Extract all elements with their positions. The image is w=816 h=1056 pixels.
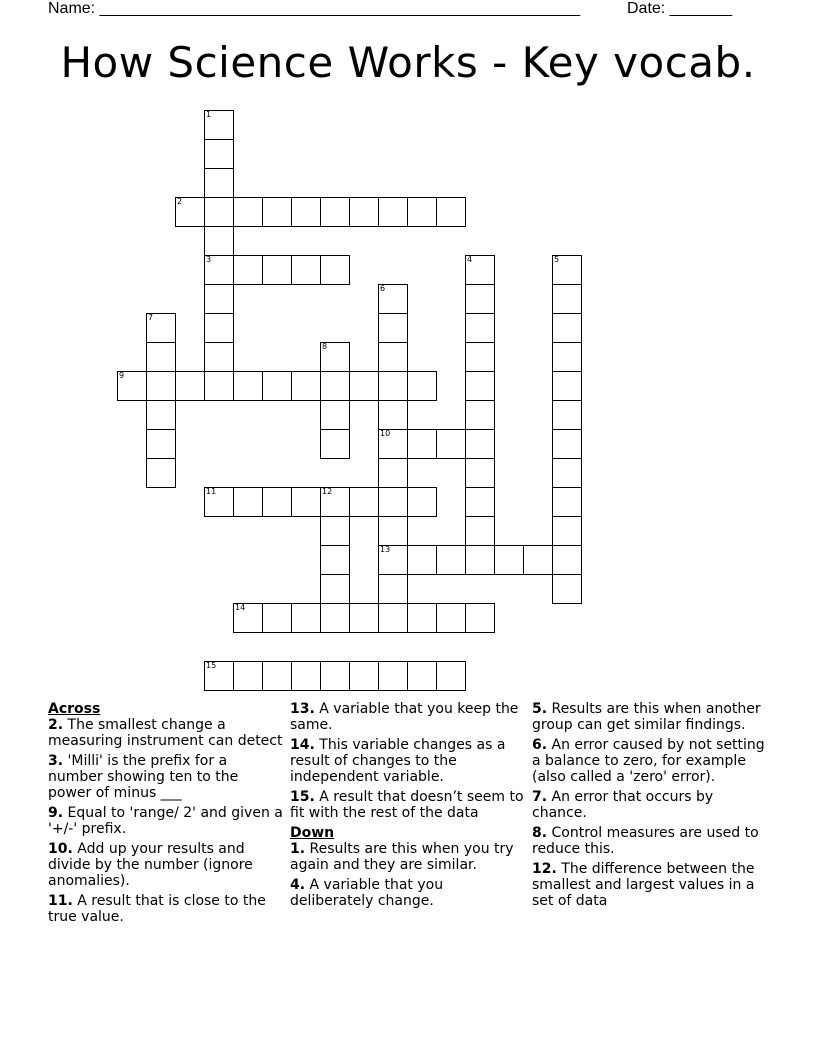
grid-cell[interactable] [262, 255, 292, 285]
clue-text: A variable that you keep the same. [290, 701, 519, 733]
grid-cell[interactable] [552, 400, 582, 430]
grid-cell[interactable] [407, 545, 437, 575]
grid-cell[interactable] [204, 661, 234, 691]
clue-number: 4. [290, 877, 306, 893]
grid-cell[interactable] [465, 284, 495, 314]
grid-cell[interactable] [349, 487, 379, 517]
cell-clue-number: 1 [206, 110, 212, 119]
grid-cell[interactable] [378, 661, 408, 691]
grid-cell[interactable] [320, 603, 350, 633]
clue-column-3 [532, 701, 768, 913]
grid-cell[interactable] [204, 110, 234, 140]
grid-cell[interactable] [465, 458, 495, 488]
grid-cell[interactable] [552, 516, 582, 546]
cell-clue-number: 6 [380, 284, 386, 293]
grid-cell[interactable] [494, 545, 524, 575]
clue-text: A result that doesn’t seem to fit with the rest of the data [290, 789, 524, 821]
grid-cell[interactable] [233, 487, 263, 517]
clue-text: A variable that you deliberately change. [290, 877, 444, 909]
clue-text: Equal to 'range/ 2' and given a '+/-' prefix. [48, 805, 283, 837]
clue-text: The smallest change a measuring instrument can detect [48, 717, 283, 749]
grid-cell[interactable] [204, 342, 234, 372]
grid-cell[interactable] [407, 603, 437, 633]
clue-number: 1. [290, 841, 306, 857]
grid-cell[interactable] [204, 487, 234, 517]
grid-cell[interactable] [436, 197, 466, 227]
grid-cell[interactable] [146, 400, 176, 430]
grid-cell[interactable] [378, 400, 408, 430]
page-title: How Science Works - Key vocab. [60, 38, 756, 87]
grid-cell[interactable] [407, 661, 437, 691]
clue-down-12 [532, 861, 768, 909]
grid-cell[interactable] [465, 487, 495, 517]
grid-cell[interactable] [320, 400, 350, 430]
clue-number: 9. [48, 805, 64, 821]
grid-cell[interactable] [291, 371, 321, 401]
grid-cell[interactable] [465, 255, 495, 285]
cell-clue-number: 8 [322, 342, 328, 351]
cell-clue-number: 13 [380, 545, 391, 554]
name-field[interactable]: Name: ______________________________________________________ [48, 0, 581, 17]
grid-cell[interactable] [378, 458, 408, 488]
grid-cell[interactable] [320, 342, 350, 372]
grid-cell[interactable] [320, 487, 350, 517]
grid-cell[interactable] [204, 139, 234, 169]
clue-number: 11. [48, 893, 73, 909]
clue-number: 13. [290, 701, 315, 717]
cell-clue-number: 10 [380, 429, 391, 438]
clue-down-7 [532, 789, 768, 821]
clue-text: Add up your results and divide by the number (ignore anomalies). [48, 841, 253, 889]
grid-cell[interactable] [378, 516, 408, 546]
clue-down-1 [290, 841, 526, 873]
clue-text: Results are this when another group can get similar findings. [532, 701, 761, 733]
grid-cell[interactable] [320, 661, 350, 691]
clue-column-1 [48, 701, 284, 929]
grid-cell[interactable] [146, 371, 176, 401]
grid-cell[interactable] [204, 313, 234, 343]
grid-cell[interactable] [204, 255, 234, 285]
grid-cell[interactable] [262, 487, 292, 517]
grid-cell[interactable] [378, 487, 408, 517]
clue-text: The difference between the smallest and largest values in a set of data [532, 861, 755, 909]
grid-cell[interactable] [465, 516, 495, 546]
down-heading: Down [290, 825, 335, 841]
grid-cell[interactable] [407, 371, 437, 401]
grid-cell[interactable] [436, 661, 466, 691]
grid-cell[interactable] [320, 371, 350, 401]
grid-cell[interactable] [378, 371, 408, 401]
grid-cell[interactable] [204, 371, 234, 401]
clue-text: An error that occurs by chance. [532, 789, 714, 821]
cell-clue-number: 12 [322, 487, 333, 496]
grid-cell[interactable] [233, 371, 263, 401]
clue-number: 7. [532, 789, 548, 805]
grid-cell[interactable] [233, 661, 263, 691]
clue-number: 5. [532, 701, 548, 717]
grid-cell[interactable] [349, 197, 379, 227]
grid-cell[interactable] [465, 371, 495, 401]
grid-cell[interactable] [204, 197, 234, 227]
grid-cell[interactable] [552, 255, 582, 285]
grid-cell[interactable] [146, 429, 176, 459]
grid-cell[interactable] [262, 603, 292, 633]
cell-clue-number: 4 [467, 255, 473, 264]
grid-cell[interactable] [233, 197, 263, 227]
grid-cell[interactable] [291, 661, 321, 691]
grid-cell[interactable] [349, 661, 379, 691]
grid-cell[interactable] [262, 371, 292, 401]
grid-cell[interactable] [320, 545, 350, 575]
grid-cell[interactable] [204, 226, 234, 256]
grid-cell[interactable] [378, 574, 408, 604]
grid-cell[interactable] [320, 255, 350, 285]
clue-down-6 [532, 737, 768, 785]
clue-across-3 [48, 753, 284, 801]
grid-cell[interactable] [465, 400, 495, 430]
grid-cell[interactable] [320, 197, 350, 227]
grid-cell[interactable] [465, 545, 495, 575]
clue-text: 'Milli' is the prefix for a number showing ten to the power of minus ___ [48, 753, 239, 801]
clue-across-14 [290, 737, 526, 785]
grid-cell[interactable] [378, 342, 408, 372]
clue-down-8 [532, 825, 768, 857]
grid-cell[interactable] [291, 487, 321, 517]
clue-number: 15. [290, 789, 315, 805]
clue-number: 6. [532, 737, 548, 753]
grid-cell[interactable] [436, 429, 466, 459]
grid-cell[interactable] [378, 284, 408, 314]
grid-cell[interactable] [552, 487, 582, 517]
grid-cell[interactable] [465, 342, 495, 372]
grid-cell[interactable] [465, 313, 495, 343]
grid-cell[interactable] [407, 429, 437, 459]
grid-cell[interactable] [378, 197, 408, 227]
grid-cell[interactable] [465, 429, 495, 459]
cell-clue-number: 15 [206, 661, 217, 670]
clue-number: 3. [48, 753, 64, 769]
clue-down-4 [290, 877, 526, 909]
clue-across-13 [290, 701, 526, 733]
grid-cell[interactable] [378, 603, 408, 633]
clue-across-11 [48, 893, 284, 925]
clue-number: 2. [48, 717, 64, 733]
clue-number: 14. [290, 737, 315, 753]
clue-number: 10. [48, 841, 73, 857]
grid-cell[interactable] [552, 342, 582, 372]
cell-clue-number: 2 [177, 197, 183, 206]
cell-clue-number: 9 [119, 371, 125, 380]
clue-across-2 [48, 717, 284, 749]
grid-cell[interactable] [407, 487, 437, 517]
grid-cell[interactable] [117, 371, 147, 401]
grid-cell[interactable] [320, 429, 350, 459]
grid-cell[interactable] [407, 197, 437, 227]
grid-cell[interactable] [262, 661, 292, 691]
clue-text: A result that is close to the true value. [48, 893, 266, 925]
grid-cell[interactable] [552, 458, 582, 488]
clue-text: This variable changes as a result of changes to the independent variable. [290, 737, 506, 785]
grid-cell[interactable] [378, 429, 408, 459]
grid-cell[interactable] [175, 197, 205, 227]
grid-cell[interactable] [146, 313, 176, 343]
grid-cell[interactable] [204, 284, 234, 314]
date-field[interactable]: Date: _______ [627, 0, 732, 17]
cell-clue-number: 14 [235, 603, 246, 612]
grid-cell[interactable] [552, 574, 582, 604]
clue-across-9 [48, 805, 284, 837]
cell-clue-number: 7 [148, 313, 154, 322]
grid-cell[interactable] [436, 545, 466, 575]
grid-cell[interactable] [552, 371, 582, 401]
grid-cell[interactable] [291, 603, 321, 633]
clue-column-2 [290, 701, 526, 913]
cell-clue-number: 5 [554, 255, 560, 264]
grid-cell[interactable] [378, 313, 408, 343]
grid-cell[interactable] [552, 313, 582, 343]
across-heading: Across [48, 701, 101, 717]
grid-cell[interactable] [378, 545, 408, 575]
grid-cell[interactable] [552, 284, 582, 314]
grid-cell[interactable] [233, 255, 263, 285]
grid-cell[interactable] [552, 429, 582, 459]
clue-text: Control measures are used to reduce this. [532, 825, 759, 857]
grid-cell[interactable] [291, 197, 321, 227]
grid-cell[interactable] [552, 545, 582, 575]
grid-cell[interactable] [349, 603, 379, 633]
clue-text: Results are this when you try again and they are similar. [290, 841, 514, 873]
grid-cell[interactable] [465, 603, 495, 633]
grid-cell[interactable] [175, 371, 205, 401]
grid-cell[interactable] [349, 371, 379, 401]
grid-cell[interactable] [291, 255, 321, 285]
grid-cell[interactable] [436, 603, 466, 633]
cell-clue-number: 3 [206, 255, 212, 264]
grid-cell[interactable] [320, 574, 350, 604]
grid-cell[interactable] [204, 168, 234, 198]
grid-cell[interactable] [146, 458, 176, 488]
clue-text: An error caused by not setting a balance to zero, for example (also called a 'zero' error). [532, 737, 765, 785]
clue-across-10 [48, 841, 284, 889]
cell-clue-number: 11 [206, 487, 217, 496]
grid-cell[interactable] [146, 342, 176, 372]
grid-cell[interactable] [262, 197, 292, 227]
clue-number: 8. [532, 825, 548, 841]
grid-cell[interactable] [233, 603, 263, 633]
clue-down-5 [532, 701, 768, 733]
grid-cell[interactable] [523, 545, 553, 575]
clue-number: 12. [532, 861, 557, 877]
clue-across-15 [290, 789, 526, 821]
grid-cell[interactable] [320, 516, 350, 546]
